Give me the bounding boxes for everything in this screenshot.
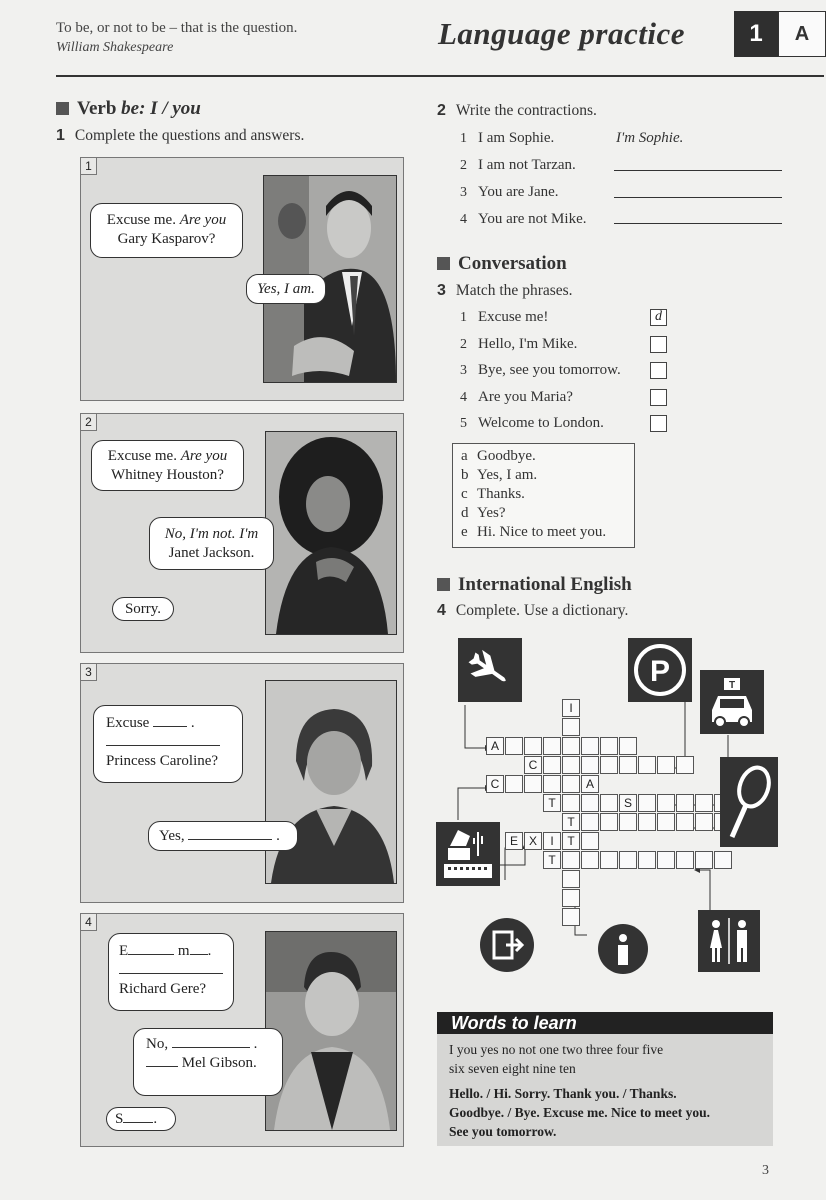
- crossword-cell[interactable]: [676, 851, 694, 869]
- panel-4: [80, 913, 404, 1147]
- speech-bubble-question: Excuse me. Are you Whitney Houston?: [91, 440, 244, 491]
- crossword-cell[interactable]: X: [524, 832, 542, 850]
- panel-number: 4: [81, 914, 97, 931]
- crossword-cell[interactable]: [657, 756, 675, 774]
- match-item-1: 1 Excuse me!: [460, 309, 549, 325]
- match-box-2[interactable]: [650, 336, 667, 353]
- crossword-cell[interactable]: [581, 756, 599, 774]
- crossword-cell[interactable]: [657, 794, 675, 812]
- plane-icon: [458, 638, 522, 702]
- crossword-cell[interactable]: [695, 813, 713, 831]
- crossword-cell[interactable]: [657, 813, 675, 831]
- crossword-cell[interactable]: [562, 908, 580, 926]
- contraction-answer-1: I'm Sophie.: [616, 130, 684, 146]
- square-bullet-icon: [437, 257, 450, 270]
- panel-1: [80, 157, 404, 401]
- crossword-cell[interactable]: [562, 889, 580, 907]
- quote-text: To be, or not to be – that is the question.: [56, 20, 298, 36]
- contraction-answer-line-4[interactable]: [614, 223, 782, 224]
- contraction-answer-line-2[interactable]: [614, 170, 782, 171]
- match-item-5: 5 Welcome to London.: [460, 415, 604, 431]
- crossword-cell[interactable]: A: [581, 775, 599, 793]
- quote-author: William Shakespeare: [56, 40, 174, 55]
- crossword-cell[interactable]: C: [486, 775, 504, 793]
- contraction-answer-line-3[interactable]: [614, 197, 782, 198]
- crossword-cell[interactable]: [505, 737, 523, 755]
- crossword-cell[interactable]: [543, 737, 561, 755]
- page-number: 3: [762, 1163, 769, 1178]
- panel-3: [80, 663, 404, 903]
- crossword-cell[interactable]: [676, 756, 694, 774]
- panel-number: 1: [81, 158, 97, 175]
- crossword-cell[interactable]: [600, 851, 618, 869]
- quote: [56, 18, 297, 58]
- speech-bubble-answer: No, I'm not. I'm Janet Jackson.: [149, 517, 274, 570]
- match-options-box: [452, 443, 635, 548]
- words-line-5: See you tomorrow.: [449, 1124, 557, 1139]
- verb-be-heading: Verb be: I / you: [56, 98, 201, 120]
- exit-icon: [480, 918, 534, 972]
- crossword-cell[interactable]: [562, 756, 580, 774]
- crossword-cell[interactable]: I: [562, 699, 580, 717]
- information-icon: [598, 924, 648, 974]
- cafe-icon: [436, 822, 500, 886]
- photo-janet-jackson: [265, 431, 397, 635]
- words-line-2: six seven eight nine ten: [449, 1061, 576, 1076]
- crossword-cell[interactable]: [562, 737, 580, 755]
- panel-2: [80, 413, 404, 653]
- taxi-icon: [700, 670, 764, 734]
- page-title: Language practice: [438, 16, 685, 51]
- crossword-cell[interactable]: [676, 813, 694, 831]
- panel-number: 3: [81, 664, 97, 681]
- square-bullet-icon: [437, 578, 450, 591]
- crossword-cell[interactable]: [543, 775, 561, 793]
- exercise-4-instruction: 4 Complete. Use a dictionary.: [437, 602, 629, 619]
- crossword-cell[interactable]: [600, 794, 618, 812]
- section-letter: A: [778, 11, 826, 57]
- crossword-cell[interactable]: [581, 794, 599, 812]
- speech-bubble-answer: No, . Mel Gibson.: [133, 1028, 283, 1096]
- international-english-heading: International English: [437, 574, 632, 596]
- crossword-cell[interactable]: [505, 775, 523, 793]
- option-b: b Yes, I am.: [461, 467, 538, 483]
- crossword-cell[interactable]: C: [524, 756, 542, 774]
- match-box-3[interactable]: [650, 362, 667, 379]
- photo-princess-caroline: [265, 680, 397, 884]
- speech-bubble-question: E m . Richard Gere?: [108, 933, 234, 1011]
- crossword: [430, 630, 790, 990]
- toilet-icon: [698, 910, 760, 972]
- words-to-learn-heading: Words to learn: [437, 1012, 773, 1034]
- header-rule: [56, 75, 824, 77]
- tennis-racket-icon: [720, 757, 778, 847]
- words-line-4: Goodbye. / Bye. Excuse me. Nice to meet you.: [449, 1105, 710, 1120]
- parking-icon: [628, 638, 692, 702]
- crossword-cell[interactable]: [657, 851, 675, 869]
- crossword-cell[interactable]: T: [562, 813, 580, 831]
- words-line-1: I you yes no not one two three four five: [449, 1042, 664, 1057]
- crossword-cell[interactable]: [600, 756, 618, 774]
- match-box-5[interactable]: [650, 415, 667, 432]
- option-e: e Hi. Nice to meet you.: [461, 524, 607, 540]
- crossword-cell[interactable]: [619, 813, 637, 831]
- svg-text:P: P: [649, 655, 671, 688]
- panel-number: 2: [81, 414, 97, 431]
- crossword-cell[interactable]: [638, 813, 656, 831]
- crossword-cell[interactable]: [581, 851, 599, 869]
- crossword-cell[interactable]: I: [543, 832, 561, 850]
- crossword-cell[interactable]: [695, 851, 713, 869]
- square-bullet-icon: [56, 102, 69, 115]
- crossword-cell[interactable]: [600, 737, 618, 755]
- crossword-cell[interactable]: [562, 794, 580, 812]
- contraction-item-3: 3 You are Jane.: [460, 184, 559, 200]
- crossword-cell[interactable]: [581, 832, 599, 850]
- crossword-cell[interactable]: [714, 851, 732, 869]
- contraction-item-4: 4 You are not Mike.: [460, 211, 587, 227]
- crossword-cell[interactable]: [638, 851, 656, 869]
- crossword-cell[interactable]: T: [543, 851, 561, 869]
- contraction-item-2: 2 I am not Tarzan.: [460, 157, 576, 173]
- crossword-cell[interactable]: [581, 813, 599, 831]
- option-a: a Goodbye.: [461, 448, 536, 464]
- crossword-cell[interactable]: A: [486, 737, 504, 755]
- svg-text:T: T: [728, 680, 736, 691]
- crossword-cell[interactable]: [600, 813, 618, 831]
- crossword-cell[interactable]: [562, 870, 580, 888]
- crossword-cell[interactable]: [676, 794, 694, 812]
- crossword-cell[interactable]: [581, 737, 599, 755]
- option-d: d Yes?: [461, 505, 506, 521]
- crossword-cell[interactable]: [638, 756, 656, 774]
- match-box-4[interactable]: [650, 389, 667, 406]
- match-item-2: 2 Hello, I'm Mike.: [460, 336, 578, 352]
- crossword-cell[interactable]: [524, 737, 542, 755]
- exercise-2-instruction: 2 Write the contractions.: [437, 102, 597, 119]
- match-item-4: 4 Are you Maria?: [460, 389, 573, 405]
- words-to-learn-box: [437, 1034, 773, 1146]
- crossword-cell[interactable]: [619, 756, 637, 774]
- crossword-cell[interactable]: [562, 718, 580, 736]
- unit-number: 1: [734, 11, 778, 57]
- match-box-1[interactable]: d: [650, 309, 667, 326]
- crossword-cell[interactable]: [619, 851, 637, 869]
- speech-bubble-answer: Yes, I am.: [246, 274, 326, 304]
- speech-bubble-answer: Yes, .: [148, 821, 298, 851]
- photo-mel-gibson: [265, 931, 397, 1131]
- match-item-3: 3 Bye, see you tomorrow.: [460, 362, 621, 378]
- crossword-cell[interactable]: T: [543, 794, 561, 812]
- crossword-cell[interactable]: [695, 794, 713, 812]
- exercise-1-instruction: 1 Complete the questions and answers.: [56, 127, 305, 144]
- speech-bubble-sorry: S .: [106, 1107, 176, 1131]
- crossword-cell[interactable]: [638, 794, 656, 812]
- crossword-cell[interactable]: [562, 851, 580, 869]
- speech-bubble-question: Excuse . Princess Caroline?: [93, 705, 243, 783]
- crossword-cell[interactable]: S: [619, 794, 637, 812]
- crossword-cell[interactable]: T: [562, 832, 580, 850]
- option-c: c Thanks.: [461, 486, 525, 502]
- contraction-item-1: 1 I am Sophie.: [460, 130, 555, 146]
- crossword-cell[interactable]: E: [505, 832, 523, 850]
- words-line-3: Hello. / Hi. Sorry. Thank you. / Thanks.: [449, 1086, 677, 1101]
- crossword-cell[interactable]: [562, 775, 580, 793]
- exercise-3-instruction: 3 Match the phrases.: [437, 282, 573, 299]
- crossword-cell[interactable]: [619, 737, 637, 755]
- crossword-cell[interactable]: [543, 756, 561, 774]
- speech-bubble-question: Excuse me. Are you Gary Kasparov?: [90, 203, 243, 258]
- crossword-cell[interactable]: [524, 775, 542, 793]
- speech-bubble-sorry: Sorry.: [112, 597, 174, 621]
- conversation-heading: Conversation: [437, 253, 567, 275]
